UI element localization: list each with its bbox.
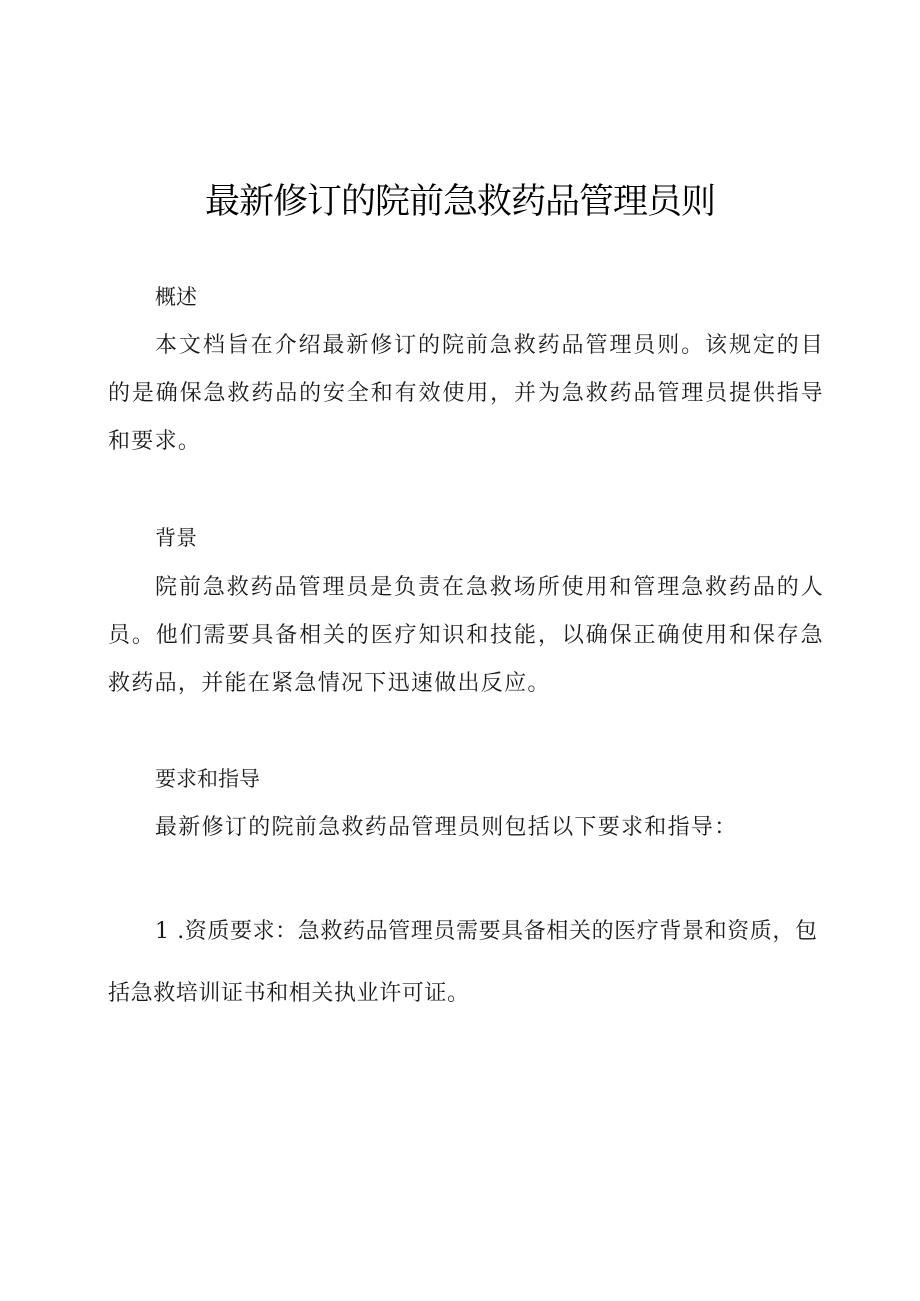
document-title: 最新修订的院前急救药品管理员则 <box>204 182 715 222</box>
section-body-overview: 本文档旨在介绍最新修订的院前急救药品管理员则。该规定的目的是确保急救药品的安全和有效使用，并为急救药品管理员提供指导和要求。 <box>108 333 824 454</box>
section-heading-overview: 概述 <box>155 285 197 309</box>
section-body-background: 院前急救药品管理员是负责在急救场所使用和管理急救药品的人员。他们需要具备相关的医疗知识和技能，以确保正确使用和保存急救药品，并能在紧急情况下迅速做出反应。 <box>108 575 824 696</box>
list-item: 1 .资质要求：急救药品管理员需要具备相关的医疗背景和资质，包括急救培训证书和相关执业许可证。 <box>108 919 818 1006</box>
section-body-requirements: 最新修订的院前急救药品管理员则包括以下要求和指导： <box>155 815 738 840</box>
section-heading-background: 背景 <box>155 526 197 550</box>
section-heading-requirements: 要求和指导 <box>155 767 260 791</box>
